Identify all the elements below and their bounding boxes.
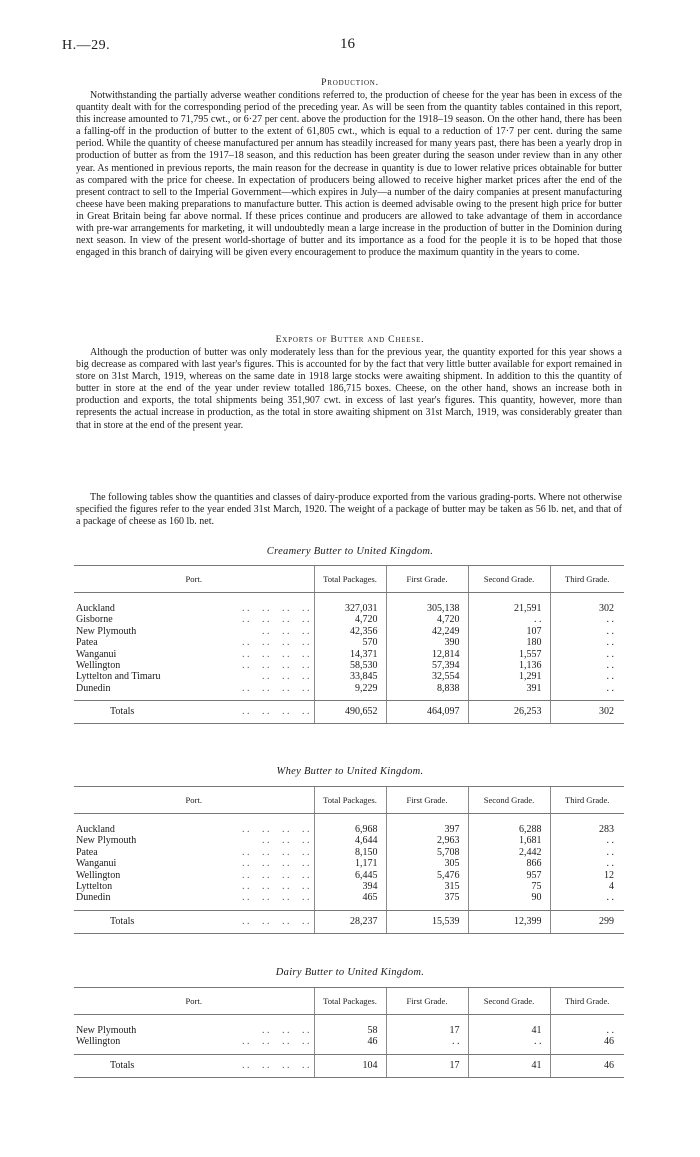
first-grade-cell: 397 <box>386 824 468 835</box>
table-row <box>74 870 624 881</box>
totals-row <box>74 701 624 724</box>
table-row <box>74 626 624 637</box>
second-grade-cell: 41 <box>468 1025 550 1036</box>
port-cell <box>74 671 314 682</box>
port-name: Gisborne <box>76 614 113 626</box>
port-name: Auckland <box>76 824 115 835</box>
port-cell <box>74 824 314 835</box>
column-header-port: Port. <box>74 566 314 593</box>
totals-label-cell <box>74 701 314 724</box>
leader-dots: . . . . . . <box>262 671 310 683</box>
leader-dots: . . . . . . . . <box>242 660 310 672</box>
spacer-cell <box>74 1015 314 1026</box>
table-row <box>74 881 624 892</box>
leader-dots: . . . . . . . . <box>242 858 310 870</box>
third-grade-cell: . . <box>550 614 624 625</box>
third-grade-cell: . . <box>550 858 624 869</box>
third-grade-cell: . . <box>550 835 624 846</box>
port-cell <box>74 835 314 846</box>
spacer-cell <box>74 814 314 825</box>
column-header-third: Third Grade. <box>550 988 624 1015</box>
port-name: New Plymouth <box>76 1025 137 1036</box>
port-cell <box>74 847 314 858</box>
first-grade-cell: 17 <box>386 1025 468 1036</box>
third-grade-cell: . . <box>550 683 624 694</box>
dairy-butter-table <box>74 987 624 1078</box>
first-grade-cell: 375 <box>386 892 468 903</box>
port-name: Wanganui <box>76 648 117 660</box>
spacer-cell <box>468 593 550 604</box>
document-reference: H.—29. <box>62 38 111 53</box>
table-row <box>74 835 624 846</box>
port-cell <box>74 683 314 694</box>
leader-dots: . . . . . . . . <box>242 648 310 660</box>
second-grade-cell: . . <box>468 1036 550 1047</box>
production-paragraph: Notwithstanding the partially adverse weather conditions referred to, the production of cheese for the year has been in excess of the quantity dealt with for the corresponding period of the preceding year. As will be seen from the quantity tables contained in this report, this increase amounted to 71,795 cwt., or 6·27 per cent. above the production for the 1918–19 season. On the other hand, there has been a falling-off in the production of butter to the extent of 61,805 cwt., which is equal to a reduction of 17·7 per cent. during the same period. While the quantity of cheese manufactured per annum has steadily increased for many years past, there has been a yearly drop in production of butter as from the 1917–18 season, and this reduction has been greater during the season under review than in any other year. As mentioned in previous reports, the main reason for the decrease in quantity is due to lower relative prices obtainable for butter as compared with the price for cheese. In expectation of producers being allowed to receive higher market prices after the end of the present contract to sell to the Imperial Government—which expires in July—a number of the dairy companies at present manufacturing cheese have been making preparations to manufacture butter. This action is deemed advisable owing to the present high price for butter in Great Britain being far above normal. If these prices continue and producers are allowed to take advantage of them in accordance with pre-war arrangements for marketing, it will undoubtedly mean a large increase in the production of butter in the Dominion during next season. In view of the present world-shortage of butter and its importance as a food for the people it is to be hoped that those engaged in this branch of dairying will be given every encouragement to produce the maximum quantity in the years to come. <box>76 90 622 259</box>
table-body <box>74 814 624 934</box>
total-packages-cell: 58 <box>314 1025 386 1036</box>
leader-dots: . . . . . . . . <box>242 1059 310 1071</box>
spacer-row <box>74 814 624 825</box>
spacer-row <box>74 1015 624 1026</box>
table-row <box>74 649 624 660</box>
first-grade-cell: 315 <box>386 881 468 892</box>
second-grade-cell: 957 <box>468 870 550 881</box>
table-header-row <box>74 988 624 1015</box>
third-grade-cell: . . <box>550 847 624 858</box>
first-grade-cell: 305 <box>386 858 468 869</box>
totals-total-packages-cell: 490,652 <box>314 701 386 724</box>
third-grade-cell: 46 <box>550 1036 624 1047</box>
leader-dots: . . . . . . . . <box>242 1036 310 1048</box>
second-grade-cell: 1,291 <box>468 671 550 682</box>
table-row <box>74 824 624 835</box>
total-packages-cell: 46 <box>314 1036 386 1047</box>
port-name: Wanganui <box>76 858 117 870</box>
total-packages-cell: 6,968 <box>314 824 386 835</box>
spacer-cell <box>314 814 386 825</box>
totals-second-grade-cell: 26,253 <box>468 701 550 724</box>
totals-second-grade-cell: 12,399 <box>468 910 550 933</box>
total-packages-cell: 58,530 <box>314 660 386 671</box>
creamery-butter-caption: Creamery Butter to United Kingdom. <box>266 546 434 557</box>
port-name: Wellington <box>76 869 121 881</box>
totals-label: Totals <box>110 1059 135 1071</box>
port-name: New Plymouth <box>76 625 137 637</box>
first-grade-cell: 42,249 <box>386 626 468 637</box>
port-name: Dunedin <box>76 892 111 904</box>
first-grade-cell: 5,708 <box>386 847 468 858</box>
port-name: Patea <box>76 637 98 649</box>
port-cell <box>74 1025 314 1036</box>
third-grade-cell: 302 <box>550 603 624 614</box>
spacer-cell <box>74 593 314 604</box>
second-grade-cell: 2,442 <box>468 847 550 858</box>
third-grade-cell: . . <box>550 1025 624 1036</box>
table-row <box>74 671 624 682</box>
page-number: 16 <box>340 36 355 52</box>
third-grade-cell: . . <box>550 637 624 648</box>
leader-dots: . . . . . . . . <box>242 915 310 927</box>
table-row <box>74 1036 624 1047</box>
spacer-cell <box>550 593 624 604</box>
column-header-first: First Grade. <box>386 988 468 1015</box>
third-grade-cell: . . <box>550 649 624 660</box>
exports-paragraph-1: Although the production of butter was only moderately less than for the previous year, the quantity exported for this year shows a big decrease as compared with last year's figures. This is accounted for by the fact that very little butter available for export remained in store on 31st March, 1919, whereas on the same date in 1918 large stocks were awaiting shipment. In addition to this the quantity of butter in store at the end of the year under review totalled 186,715 boxes. Cheese, on the other hand, shows an increase both in production and exports, the total shipments being 351,907 cwt. in excess of last year's figures. This quantity, however, more than represents the actual increase in production, as the total in store awaiting shipment on 31st March, 1919, was considerably greater than that in store at the end of the present year. <box>76 347 622 431</box>
second-grade-cell: 75 <box>468 881 550 892</box>
totals-third-grade-cell: 46 <box>550 1054 624 1077</box>
third-grade-cell: 283 <box>550 824 624 835</box>
spacer-cell <box>386 814 468 825</box>
first-grade-cell: 4,720 <box>386 614 468 625</box>
first-grade-cell: 390 <box>386 637 468 648</box>
third-grade-cell: . . <box>550 660 624 671</box>
second-grade-cell: . . <box>468 614 550 625</box>
totals-third-grade-cell: 299 <box>550 910 624 933</box>
table-row <box>74 614 624 625</box>
first-grade-cell: 57,394 <box>386 660 468 671</box>
table-row <box>74 1025 624 1036</box>
table-row <box>74 683 624 694</box>
totals-label-cell <box>74 1054 314 1077</box>
table-row <box>74 637 624 648</box>
port-name: Lyttelton <box>76 881 113 893</box>
total-packages-cell: 1,171 <box>314 858 386 869</box>
table-row <box>74 858 624 869</box>
total-packages-cell: 465 <box>314 892 386 903</box>
spacer-cell <box>468 814 550 825</box>
first-grade-cell: 305,138 <box>386 603 468 614</box>
leader-dots: . . . . . . . . <box>242 846 310 858</box>
second-grade-cell: 180 <box>468 637 550 648</box>
first-grade-cell: 32,554 <box>386 671 468 682</box>
port-name: Lyttelton and Timaru <box>76 671 161 683</box>
production-heading: Production. <box>321 77 379 88</box>
leader-dots: . . . . . . . . <box>242 892 310 904</box>
totals-row <box>74 910 624 933</box>
dairy-butter-caption: Dairy Butter to United Kingdom. <box>275 967 425 978</box>
spacer-cell <box>314 1015 386 1026</box>
port-cell <box>74 637 314 648</box>
second-grade-cell: 391 <box>468 683 550 694</box>
third-grade-cell: . . <box>550 671 624 682</box>
column-header-second: Second Grade. <box>468 988 550 1015</box>
port-name: Dunedin <box>76 682 111 694</box>
port-name: Wellington <box>76 660 121 672</box>
leader-dots: . . . . . . . . <box>242 637 310 649</box>
third-grade-cell: . . <box>550 892 624 903</box>
port-cell <box>74 881 314 892</box>
first-grade-cell: 5,476 <box>386 870 468 881</box>
totals-row <box>74 1054 624 1077</box>
port-name: Wellington <box>76 1036 121 1048</box>
spacer-row <box>74 593 624 604</box>
leader-dots: . . . . . . . . <box>242 682 310 694</box>
table-row <box>74 603 624 614</box>
totals-second-grade-cell: 41 <box>468 1054 550 1077</box>
column-header-port: Port. <box>74 988 314 1015</box>
first-grade-cell: . . <box>386 1036 468 1047</box>
first-grade-cell: 12,814 <box>386 649 468 660</box>
totals-label-cell <box>74 910 314 933</box>
leader-dots: . . . . . . . . <box>242 706 310 718</box>
second-grade-cell: 21,591 <box>468 603 550 614</box>
port-cell <box>74 870 314 881</box>
second-grade-cell: 107 <box>468 626 550 637</box>
total-packages-cell: 9,229 <box>314 683 386 694</box>
totals-first-grade-cell: 17 <box>386 1054 468 1077</box>
whey-butter-caption: Whey Butter to United Kingdom. <box>276 766 424 777</box>
second-grade-cell: 1,557 <box>468 649 550 660</box>
totals-total-packages-cell: 28,237 <box>314 910 386 933</box>
total-packages-cell: 4,644 <box>314 835 386 846</box>
table-row <box>74 847 624 858</box>
column-header-third: Third Grade. <box>550 566 624 593</box>
port-cell <box>74 858 314 869</box>
first-grade-cell: 2,963 <box>386 835 468 846</box>
table-body <box>74 593 624 724</box>
first-grade-cell: 8,838 <box>386 683 468 694</box>
table-header-row <box>74 787 624 814</box>
port-cell <box>74 614 314 625</box>
leader-dots: . . . . . . . . <box>242 881 310 893</box>
totals-label: Totals <box>110 915 135 927</box>
creamery-butter-table <box>74 565 624 724</box>
exports-paragraph-2: The following tables show the quantities and classes of dairy-produce exported from the various grading-ports. Where not otherwise specified the figures refer to the year ended 31st March, 1920. The weight of a package of butter may be taken as 56 lb. net, and that of a package of cheese as 160 lb. net. <box>76 492 622 528</box>
totals-label: Totals <box>110 706 135 718</box>
port-name: New Plymouth <box>76 835 137 847</box>
leader-dots: . . . . . . . . <box>242 824 310 835</box>
second-grade-cell: 1,681 <box>468 835 550 846</box>
port-cell <box>74 649 314 660</box>
port-name: Auckland <box>76 603 115 614</box>
column-header-third: Third Grade. <box>550 787 624 814</box>
total-packages-cell: 14,371 <box>314 649 386 660</box>
spacer-cell <box>314 593 386 604</box>
column-header-total: Total Packages. <box>314 566 386 593</box>
total-packages-cell: 8,150 <box>314 847 386 858</box>
leader-dots: . . . . . . <box>262 835 310 847</box>
third-grade-cell: 4 <box>550 881 624 892</box>
total-packages-cell: 327,031 <box>314 603 386 614</box>
column-header-first: First Grade. <box>386 787 468 814</box>
column-header-total: Total Packages. <box>314 988 386 1015</box>
third-grade-cell: 12 <box>550 870 624 881</box>
leader-dots: . . . . . . <box>262 1025 310 1036</box>
total-packages-cell: 394 <box>314 881 386 892</box>
column-header-second: Second Grade. <box>468 566 550 593</box>
port-cell <box>74 1036 314 1047</box>
third-grade-cell: . . <box>550 626 624 637</box>
spacer-cell <box>550 814 624 825</box>
leader-dots: . . . . . . . . <box>242 869 310 881</box>
second-grade-cell: 866 <box>468 858 550 869</box>
spacer-cell <box>386 593 468 604</box>
port-name: Patea <box>76 846 98 858</box>
spacer-cell <box>550 1015 624 1026</box>
spacer-cell <box>468 1015 550 1026</box>
totals-third-grade-cell: 302 <box>550 701 624 724</box>
spacer-cell <box>386 1015 468 1026</box>
total-packages-cell: 570 <box>314 637 386 648</box>
second-grade-cell: 90 <box>468 892 550 903</box>
totals-total-packages-cell: 104 <box>314 1054 386 1077</box>
second-grade-cell: 1,136 <box>468 660 550 671</box>
column-header-first: First Grade. <box>386 566 468 593</box>
total-packages-cell: 42,356 <box>314 626 386 637</box>
whey-butter-table <box>74 786 624 934</box>
totals-first-grade-cell: 464,097 <box>386 701 468 724</box>
total-packages-cell: 33,845 <box>314 671 386 682</box>
total-packages-cell: 6,445 <box>314 870 386 881</box>
second-grade-cell: 6,288 <box>468 824 550 835</box>
totals-first-grade-cell: 15,539 <box>386 910 468 933</box>
column-header-second: Second Grade. <box>468 787 550 814</box>
column-header-port: Port. <box>74 787 314 814</box>
leader-dots: . . . . . . . . <box>242 614 310 626</box>
port-cell <box>74 603 314 614</box>
port-cell <box>74 892 314 903</box>
total-packages-cell: 4,720 <box>314 614 386 625</box>
port-cell <box>74 626 314 637</box>
column-header-total: Total Packages. <box>314 787 386 814</box>
table-row <box>74 892 624 903</box>
exports-heading: Exports of Butter and Cheese. <box>275 334 425 345</box>
port-cell <box>74 660 314 671</box>
table-header-row <box>74 566 624 593</box>
leader-dots: . . . . . . . . <box>242 603 310 614</box>
table-row <box>74 660 624 671</box>
table-body <box>74 1015 624 1078</box>
leader-dots: . . . . . . <box>262 625 310 637</box>
